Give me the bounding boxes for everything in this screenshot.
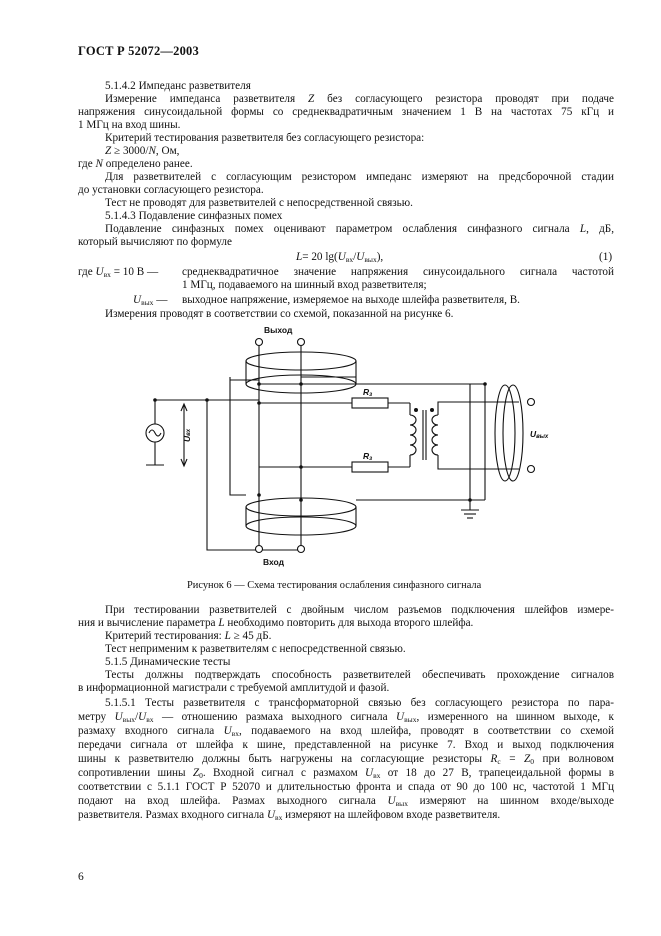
text-line: ния и вычисление параметра L необходимо повторить для выхода второго шлейфа. [78,617,474,629]
text-line: 1 МГц, подаваемого на шинный вход разветвителя; [182,279,427,291]
resistor-r2 [352,462,388,472]
text-line: Измерения проводят в соответствии со схемой, показанной на рисунке 6. [105,308,454,320]
text-line: Для разветвителей с согласующим резистором импеданс измеряют на предсборочной стадии [105,171,614,183]
resistor-r1 [352,398,388,408]
text-line: размаху входного сигнала $U_{вх}$, подаваемого на вход шлейфа, проводят в соответствии со схемой [78,725,614,738]
text-line: Критерий тестирования разветвителя без согласующего резистора: [105,132,425,144]
section-title-5-1-5-1: 5.1.5.1 Тесты разветвителя с трансформаторной связью без согласующего резистора по пара- [105,697,614,709]
text-line: Измерение импеданса разветвителя Z без согласующего резистора проводят при подаче [105,93,614,105]
label-uvx: Uвх [182,428,192,442]
section-title-5-1-5: 5.1.5 Динамические тесты [105,656,231,668]
bottom-terminal-left [256,546,263,553]
text-line: При тестировании разветвителей с двойным числом разъемов подключения шлейфов измере- [105,604,614,616]
text-line: подают на вход шлейфа. Размах выходного сигнала $U_{вых}$ измеряют на шинном входе/выходе [78,795,614,808]
text-line: Тесты должны подтверждать способность разветвителей обеспечивать прохождение сигналов [105,669,614,681]
where-uvyx-desc: выходное напряжение, измеряемое на выходе шлейфа разветвителя, В. [182,294,520,306]
where-uvx-desc: среднеквадратичное значение напряжения синусоидального сигнала частотой [182,266,614,278]
text-line: Тест неприменим к разветвителям с непосредственной связью. [105,643,406,655]
where-uvyx: $U_{вых}$ — [133,294,168,307]
text-line: в информационной магистрали с требуемой амплитудой и фазой. [78,682,390,694]
output-terminal-top [528,399,535,406]
figure-caption: Рисунок 6 — Схема тестирования ослабления синфазного сигнала [187,580,482,591]
label-input: Вход [263,557,285,567]
output-terminal-bottom [528,466,535,473]
text-line: шины к разветвителю должны быть нагружены на согласующие резисторы $R_c = Z_0$ при волновом [78,753,614,766]
text-line: сопротивлении шины $Z_0$. Входной сигнал с размахом $U_{вх}$ от 18 до 27 В, трапецеидальной формы в [78,767,614,780]
formula-1: L= 20 $\lg(U_{вх}/U_{вых})$, [296,251,384,264]
right-coax-ring [495,385,515,481]
label-r2: Rз [363,451,373,462]
text-line: Подавление синфазных помех оценивают параметром ослабления синфазного сигнала L, дБ, [105,223,614,235]
criterion-impedance: Z ≥ 3000/N, Ом, [105,145,180,157]
label-r1: Rз [363,387,373,398]
page-number: 6 [78,871,84,883]
text-line: где N определено ранее. [78,158,193,170]
where-uvx: где $U_{вх} = 10$ В — [78,266,159,279]
transformer-primary [410,415,416,455]
text-line: передачи сигнала от шлейфа к шине, представленной на рисунке 7. Вход и выход подключения [78,739,614,751]
text-line: 1 МГц на вход шины. [78,119,181,131]
transformer-secondary [432,415,438,455]
bottom-terminal-right [298,546,305,553]
text-line: метру $U_{вых}/U_{вх}$ — отношению размаха выходного сигнала $U_{вых}$, измеренного на шинном выходе, к [78,711,614,724]
text-line: напряжения синусоидальной формы со среднеквадратичным значением 1 В на частотах 75 кГц и [78,106,614,118]
label-output: Выход [264,325,293,335]
text-line: до установки согласующего резистора. [78,184,264,196]
criterion-l: Критерий тестирования: L ≥ 45 дБ. [105,630,272,642]
section-title-5-1-4-2: 5.1.4.2 Импеданс разветвителя [105,80,251,92]
section-title-5-1-4-3: 5.1.4.3 Подавление синфазных помех [105,210,283,222]
formula-number: (1) [599,251,613,263]
text-line: соответствии с 5.1.1 ГОСТ Р 52070 и длительностью фронта и спада от 90 до 100 нс, частотой 1 МГц [78,781,614,793]
text-line: который вычисляют по формуле [78,236,232,248]
label-uvyx: Uвых [530,429,549,440]
document-header: ГОСТ Р 52072—2003 [78,44,199,58]
top-terminal-right [298,339,305,346]
text-line: Тест не проводят для разветвителей с непосредственной связью. [105,197,413,209]
figure-6-circuit-diagram [120,320,560,575]
text-line: разветвителя. Размах входного сигнала $U_{вх}$ измеряют на шлейфовом входе разветвителя. [78,809,501,822]
top-terminal-left [256,339,263,346]
